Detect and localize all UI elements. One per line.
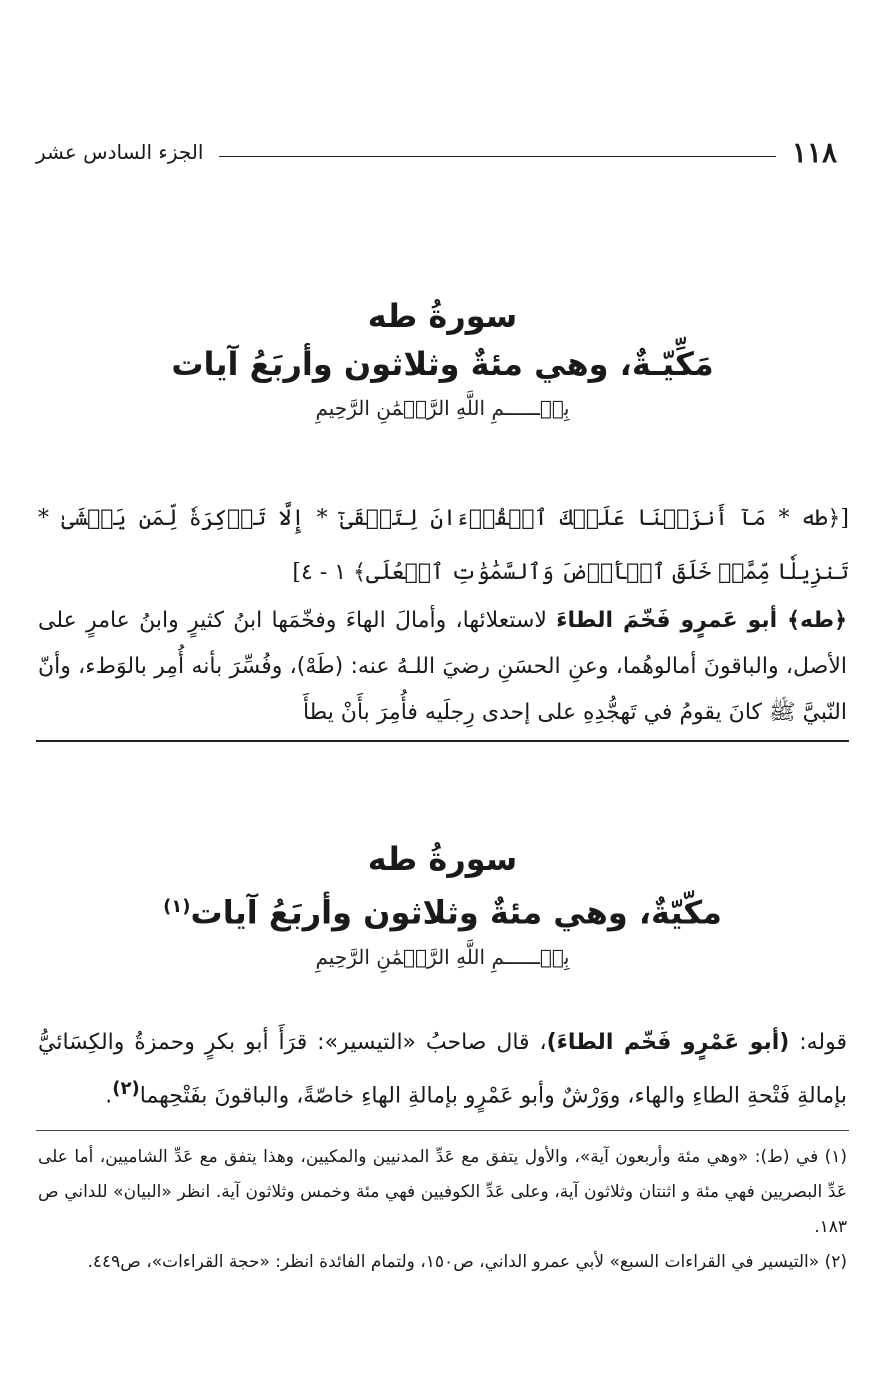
gloss-end: . <box>105 1083 113 1109</box>
surah-heading-2 <box>40 835 845 977</box>
page-header <box>36 132 837 172</box>
footnote-1: (١) في (ط): «وهي مئة وأربعون آية»، والأول يتفق مع عَدِّ المدنيين والمكيين، وهذا يتفق مع عَدِّ الشاميين، أما على عَدِّ البصريين فهي مئة و اثنتان وثلاثون آية، وعلى عَدِّ الكوفيين فهي مئة وخمس وثلاثون آية. انظر «البيان» للداني ص ١٨٣. <box>38 1147 847 1237</box>
commentary-paragraph <box>38 598 847 736</box>
header-rule <box>219 156 775 157</box>
page-number: ١١٨ <box>791 135 837 169</box>
gloss-lead: قوله: <box>789 1030 847 1055</box>
section-divider-rule <box>36 740 849 742</box>
surah-subtitle: مَكِّيّـةٌ، وهي مئةٌ وثلاثون وأربَعُ آيات <box>171 345 714 383</box>
running-head: الجزء السادس عشر <box>36 140 204 164</box>
gloss-lemma: (أبو عَمْرٍو فَخّم الطاءَ) <box>546 1030 790 1055</box>
basmala-ornament: بِسۡــــــمِ اللَّهِ الرَّحۡمَٰنِ الرَّحِيمِ <box>315 944 570 969</box>
footnotes <box>38 1140 847 1280</box>
footnote-2: (٢) «التيسير في القراءات السبع» لأبي عمرو الداني، ص١٥٠، ولتمام الفائدة انظر: «حجة القراءات»، ص٤٤٩. <box>87 1252 847 1272</box>
quran-verse: [﴿طه * مَآ أَنزَلۡنَا عَلَيۡكَ ٱلۡقُرۡءَانَ لِتَشۡقَىٰٓ * إِلَّا تَذۡكِرَةٗ لِّمَن يَخۡشَىٰ * تَنزِيلٗا مِّمَّنۡ خَلَقَ ٱلۡأَرۡضَ وَٱلسَّمَٰوَٰتِ ٱلۡعُلَى﴾ ١ - ٤] <box>38 506 849 585</box>
surah-subtitle <box>40 883 845 937</box>
surah-title: سورةُ طه <box>367 840 518 878</box>
gloss-text: ، قال صاحبُ «التيسير»: قرَأَ أبو بكرٍ وحمزةُ والكِسَائيُّ بإمالةِ فَتْحةِ الطاءِ والهاء، ووَرْشٌ وأبو عَمْرٍو بإمالةِ الهاءِ خاصّةً، والباقونَ بفَتْحِهما <box>38 1030 847 1109</box>
surah-subtitle-text: مكّيّةٌ، وهي مئةٌ وثلاثون وأربَعُ آيات <box>190 893 722 932</box>
basmala-ornament: بِسۡــــــمِ اللَّهِ الرَّحۡمَٰنِ الرَّحِيمِ <box>315 396 570 420</box>
footnote-ref: (١) <box>163 896 191 917</box>
footnote-ref: (٢) <box>112 1078 140 1099</box>
surah-heading-1 <box>40 292 845 428</box>
footnote-rule <box>36 1130 849 1131</box>
commentary-text: لاستعلائها، وأمالَ الهاءَ وفخّمَها ابنُ كثيرٍ وابنُ عامرٍ على الأصل، والباقونَ أمالوهُما، وعنِ الحسَنِ رضيَ اللـهُ عنه: (طَهْ)، وفُسِّرَ بأنه أُمِر بالوَطء، وأنّ النّبيَّ ﷺ كانَ يقومُ في تَهجُّدِهِ على إحدى رِجلَيه فأُمِرَ بأَنْ يطأَ <box>38 608 847 725</box>
surah-title: سورةُ طه <box>367 297 518 335</box>
commentary-lemma: ﴿طه﴾ أبو عَمرٍو فَخّمَ الطاءَ <box>556 608 847 633</box>
gloss-paragraph <box>38 1020 847 1119</box>
